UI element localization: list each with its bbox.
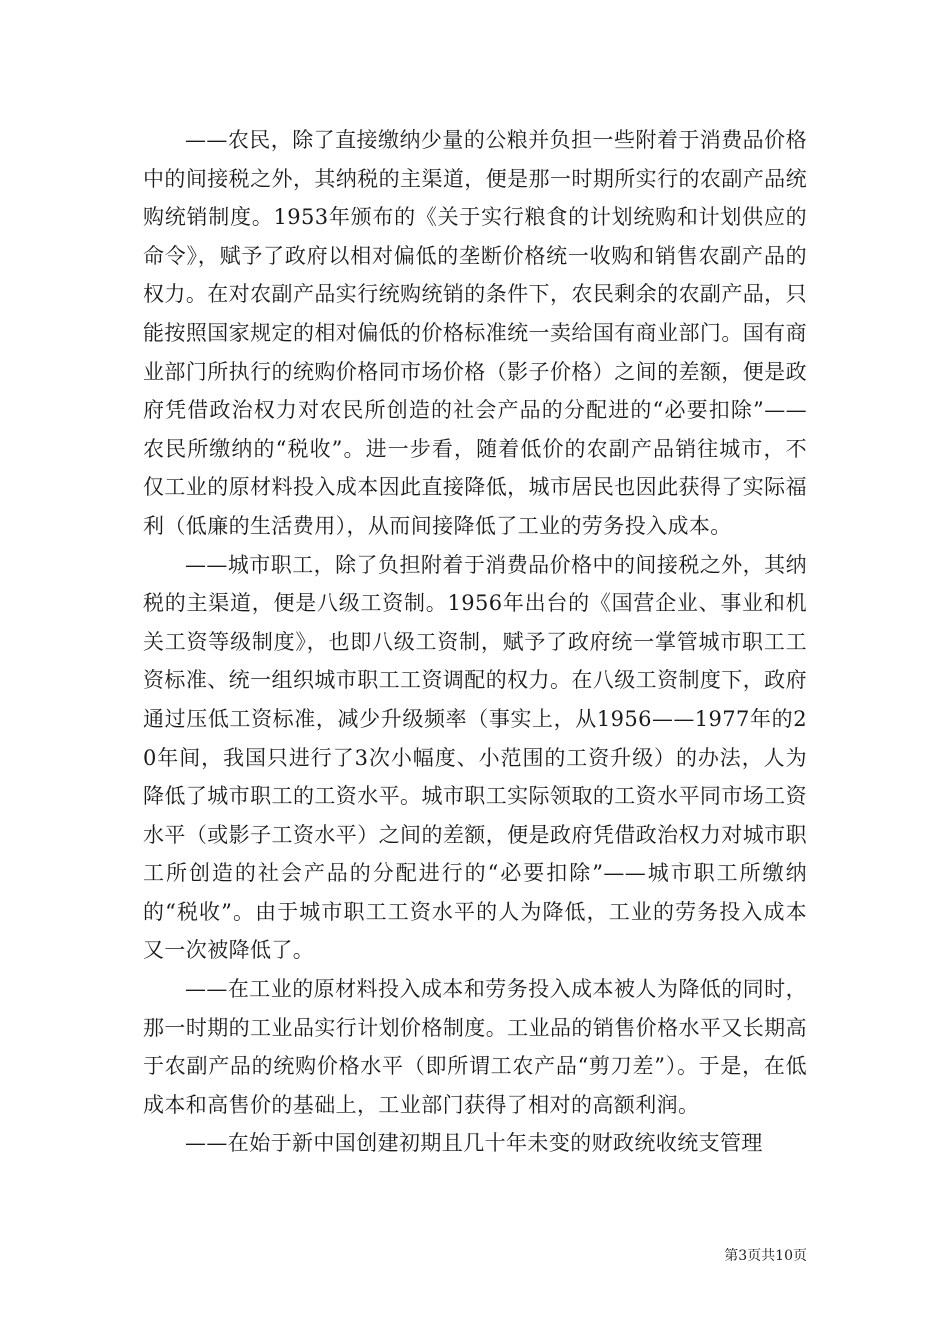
paragraph-farmers: ——农民，除了直接缴纳少量的公粮并负担一些附着于消费品价格中的间接税之外，其纳税的主渠道，便是那一时期所实行的农副产品统购统销制度。1953年颁布的《关于实行粮食的计划统购和计划供应的命令》，赋予了政府以相对偏低的垄断价格统一收购和销售农副产品的权力。在对农副产品实行统购统销的条件下，农民剩余的农副产品，只能按照国家规定的相对偏低的价格标准统一卖给国有商业部门。国有商业部门所执行的统购价格同市场价格（影子价格）之间的差额，便是政府凭借政治权力对农民所创造的社会产品的分配进的“必要扣除”——农民所缴纳的“税收”。进一步看，随着低价的农副产品销往城市，不仅工业的原材料投入成本因此直接降低，城市居民也因此获得了实际福利（低廉的生活费用），从而间接降低了工业的劳务投入成本。 xyxy=(143,128,807,538)
page-number-footer: 第3页共10页 xyxy=(724,1248,807,1264)
paragraph-urban-workers: ——城市职工，除了负担附着于消费品价格中的间接税之外，其纳税的主渠道，便是八级工资制。1956年出台的《国营企业、事业和机关工资等级制度》，也即八级工资制，赋予了政府统一掌管城市职工工资标准、统一组织城市职工工资调配的权力。在八级工资制度下，政府通过压低工资标准，减少升级频率（事实上，从1956——1977年的20年间，我国只进行了3次小幅度、小范围的工资升级）的办法，人为降低了城市职工的工资水平。城市职工实际领取的工资水平同市场工资水平（或影子工资水平）之间的差额，便是政府凭借政治权力对城市职工所创造的社会产品的分配进行的“必要扣除”——城市职工所缴纳的“税收”。由于城市职工工资水平的人为降低，工业的劳务投入成本又一次被降低了。 xyxy=(143,552,807,963)
paragraph-fiscal-management: ——在始于新中国创建初期且几十年未变的财政统收统支管理 xyxy=(185,1131,763,1156)
document-body xyxy=(143,121,807,1163)
paragraph-industrial-pricing: ——在工业的原材料投入成本和劳务投入成本被人为降低的同时，那一时期的工业品实行计划价格制度。工业品的销售价格水平又长期高于农副产品的统购价格水平（即所谓工农产品“剪刀差”）。于是，在低成本和高售价的基础上，工业部门获得了相对的高额利润。 xyxy=(143,977,807,1117)
